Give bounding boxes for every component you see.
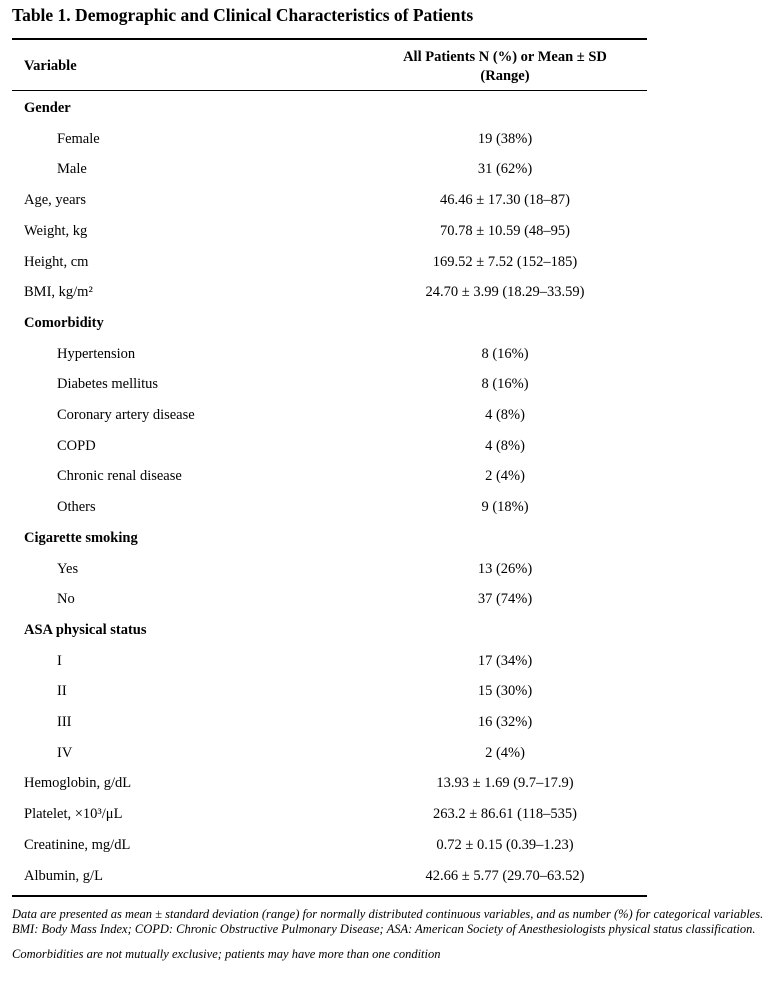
header-all-patients-line1: All Patients N (%) or Mean ± SD — [403, 49, 607, 65]
row-label: Male — [57, 161, 87, 178]
table-row — [0, 559, 660, 590]
row-label: II — [57, 683, 67, 700]
table-row — [0, 835, 660, 866]
row-value: 17 (34%) — [477, 652, 533, 669]
row-label: No — [57, 591, 75, 608]
table-row — [0, 743, 660, 774]
row-value: 13.93 ± 1.69 (9.7–17.9) — [436, 775, 574, 792]
table-row — [0, 773, 660, 804]
row-label: Height, cm — [24, 253, 89, 270]
row-label: I — [57, 652, 62, 669]
row-value: 42.66 ± 5.77 (29.70–63.52) — [425, 867, 585, 884]
row-value: 4 (8%) — [485, 437, 525, 454]
footnote-comorbidities: Comorbidities are not mutually exclusive; patients may have more than one condition — [12, 947, 441, 961]
row-label: Creatinine, mg/dL — [24, 836, 131, 853]
row-value: 13 (26%) — [477, 560, 533, 577]
table-header-rule — [12, 90, 647, 91]
row-label: Albumin, g/L — [24, 867, 103, 884]
row-value: 19 (38%) — [477, 130, 533, 147]
row-value: 2 (4%) — [485, 744, 525, 761]
row-label: Weight, kg — [24, 222, 88, 239]
table-row — [0, 190, 660, 221]
row-value: 2 (4%) — [485, 468, 525, 485]
table-row — [0, 866, 660, 897]
table-row — [0, 712, 660, 743]
row-value: 46.46 ± 17.30 (18–87) — [440, 192, 570, 209]
row-value: 24.70 ± 3.99 (18.29–33.59) — [425, 284, 585, 301]
table-footnotes — [12, 907, 764, 972]
row-value: 70.78 ± 10.59 (48–95) — [440, 222, 570, 239]
row-label: Yes — [57, 560, 79, 577]
table-row — [0, 804, 660, 835]
section-header-row — [0, 620, 660, 651]
table-row — [0, 651, 660, 682]
table-row — [0, 436, 660, 467]
row-value: 169.52 ± 7.52 (152–185) — [432, 253, 578, 270]
footnote-abbreviations: Data are presented as mean ± standard deviation (range) for normally distributed continuous variables, and as number (%) for categorical variables. BMI: Body Mass Index; COPD: Chronic Obstructive Pulmonary Disease; ASA: American Society of Anesthesiologists physical status classification. — [12, 907, 764, 936]
row-value: 37 (74%) — [477, 591, 533, 608]
table-row — [0, 466, 660, 497]
header-variable: Variable — [24, 58, 77, 74]
row-label: ASA physical status — [24, 621, 147, 638]
row-label: Hypertension — [57, 345, 136, 362]
row-label: III — [57, 714, 72, 730]
row-label: Cigarette smoking — [24, 529, 138, 546]
row-label: Age, years — [24, 192, 87, 209]
row-label: Female — [57, 130, 100, 147]
row-label: Diabetes mellitus — [57, 376, 159, 393]
row-label: Others — [57, 499, 96, 516]
row-value: 8 (16%) — [481, 345, 529, 362]
row-value: 0.72 ± 0.15 (0.39–1.23) — [436, 836, 574, 853]
row-value: 8 (16%) — [481, 376, 529, 393]
row-label: COPD — [57, 437, 96, 454]
section-header-row — [0, 313, 660, 344]
row-label: IV — [57, 744, 73, 761]
section-header-row — [0, 528, 660, 559]
row-label: BMI, kg/m² — [24, 284, 93, 301]
row-label: Platelet, ×10³/μL — [24, 806, 123, 823]
table-row — [0, 405, 660, 436]
table-row — [0, 344, 660, 375]
row-value: 263.2 ± 86.61 (118–535) — [433, 806, 577, 823]
row-value: 31 (62%) — [477, 161, 533, 178]
row-label: Chronic renal disease — [57, 468, 182, 485]
row-label: Comorbidity — [24, 314, 104, 331]
row-label: Coronary artery disease — [57, 407, 195, 423]
table-row — [0, 589, 660, 620]
table-title: Table 1. Demographic and Clinical Characteristics of Patients — [12, 5, 474, 25]
row-value: 16 (32%) — [477, 714, 533, 730]
header-all-patients-line2: (Range) — [480, 68, 530, 84]
header-all-patients — [360, 48, 650, 86]
table-row — [0, 497, 660, 528]
row-label: Hemoglobin, g/dL — [24, 775, 132, 792]
row-label: Gender — [24, 100, 71, 116]
table-row — [0, 129, 660, 160]
table-row — [0, 159, 660, 190]
row-value: 4 (8%) — [485, 407, 525, 423]
row-value: 15 (30%) — [477, 683, 533, 700]
table-row — [0, 374, 660, 405]
table-row — [0, 221, 660, 252]
table-row — [0, 681, 660, 712]
table-top-rule — [12, 38, 647, 40]
section-header-row — [0, 98, 660, 129]
table-row — [0, 282, 660, 313]
table-bottom-rule — [12, 895, 647, 897]
table-row — [0, 252, 660, 283]
row-value: 9 (18%) — [481, 499, 529, 516]
